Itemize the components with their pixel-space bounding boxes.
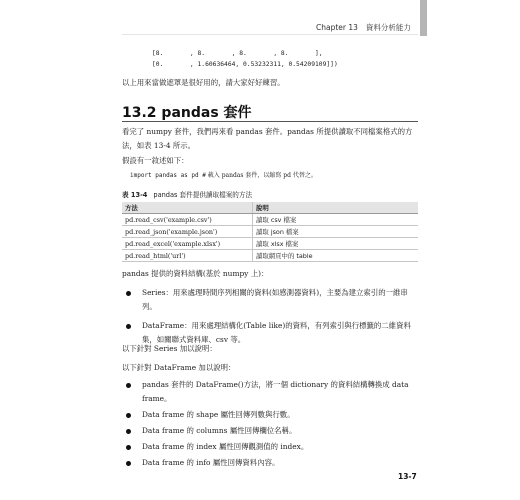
list-item: [122, 440, 418, 454]
table-row: [122, 250, 418, 262]
table-cell-description: 讀取 xlsx 檔案: [253, 238, 419, 250]
list-item-text: pandas 套件的 DataFrame()方法，將一個 dictionary 的資料結構轉換成 data frame。: [142, 380, 409, 403]
list-item-text: Series：用來處理時間序列相關的資料(如感測器資料)，主要為建立索引的一維串列。: [142, 288, 408, 311]
table-cell-description: 讀取網頁中的 table: [253, 250, 419, 262]
bullet-icon: [126, 429, 131, 434]
table-cell-method: pd.read_json('example.json'): [122, 226, 253, 238]
list-item-text: Data frame 的 info 屬性回傳資料內容。: [142, 458, 280, 467]
table-caption-number: 表 13-4: [122, 191, 148, 199]
data-structure-list: [122, 286, 418, 347]
table-cell-method: pd.read_excel('example.xlsx'): [122, 238, 253, 250]
code-output-line-1: [8. , 8. , 8. , 8. ],: [152, 50, 323, 57]
paragraph-statement: 假設有一敘述如下：: [122, 156, 189, 165]
table-row: [122, 238, 418, 250]
table-header-row: [122, 202, 418, 214]
table-header-method: 方法: [122, 202, 253, 214]
section-name: pandas 套件: [161, 105, 252, 121]
table-caption-text: pandas 套件提供讀取檔案的方法: [153, 191, 253, 199]
chapter-title: 資料分析能力: [365, 23, 411, 32]
chapter-side-bar: [420, 0, 427, 36]
import-comment: 載入 pandas 套件，以縮寫 pd 代替之。: [207, 172, 317, 179]
intro-paragraph: 以上用來當做遮罩是很好用的，請大家好好練習。: [122, 78, 285, 87]
import-code: import pandas as pd #: [130, 172, 206, 179]
table-header-description: 說明: [253, 202, 419, 214]
dataframe-list: [122, 378, 418, 470]
paragraph-numpy-pandas: 看完了 numpy 套件，我們再來看 pandas 套件。pandas 所提供讀取不同檔案格式的方法，如表 13-4 所示。: [122, 127, 413, 150]
table-cell-method: pd.read_html('url'): [122, 250, 253, 262]
bullet-icon: [126, 445, 131, 450]
header-rule: [122, 34, 418, 35]
bullet-icon: [126, 291, 131, 296]
read-methods-table: [122, 202, 418, 262]
list-item-text: Data frame 的 shape 屬性回傳列數與行數。: [142, 410, 295, 419]
page-number: 13-7: [398, 472, 417, 481]
list-item-text: Data frame 的 index 屬性回傳觀測值的 index。: [142, 442, 309, 451]
list-item-text: DataFrame：用來處理結構化(Table like)的資料，有列索引與行標籤的二維資料集，如關聯式資料庫、csv 等。: [142, 321, 411, 344]
section-rule: [122, 121, 418, 122]
table-caption: [122, 189, 252, 199]
bullet-icon: [126, 461, 131, 466]
code-output-line-2: [0. , 1.60636464, 0.53232311, 0.54209109]]): [152, 61, 338, 68]
list-item: [122, 378, 418, 406]
table-cell-description: 讀取 json 檔案: [253, 226, 419, 238]
list-item: [122, 286, 418, 314]
list-item: [122, 456, 418, 470]
bullet-icon: [126, 413, 131, 418]
paragraph-data-structures: pandas 提供的資料結構(基於 numpy 上)：: [122, 269, 269, 278]
import-statement: [130, 170, 317, 179]
section-title: [122, 102, 252, 122]
paragraph-series-intro: 以下針對 Series 加以說明：: [122, 344, 217, 353]
running-header: [316, 22, 411, 33]
table-cell-description: 讀取 csv 檔案: [253, 214, 419, 226]
paragraph-dataframe-intro: 以下針對 DataFrame 加以說明：: [122, 363, 236, 372]
chapter-label: Chapter 13: [316, 23, 358, 32]
list-item: [122, 408, 418, 422]
list-item-text: Data frame 的 columns 屬性回傳欄位名稱。: [142, 426, 297, 435]
section-number: 13.2: [122, 105, 157, 121]
table-cell-method: pd.read_csv('example.csv'): [122, 214, 253, 226]
bullet-icon: [126, 324, 131, 329]
table-row: [122, 226, 418, 238]
table-row: [122, 214, 418, 226]
bullet-icon: [126, 383, 131, 388]
list-item: [122, 424, 418, 438]
